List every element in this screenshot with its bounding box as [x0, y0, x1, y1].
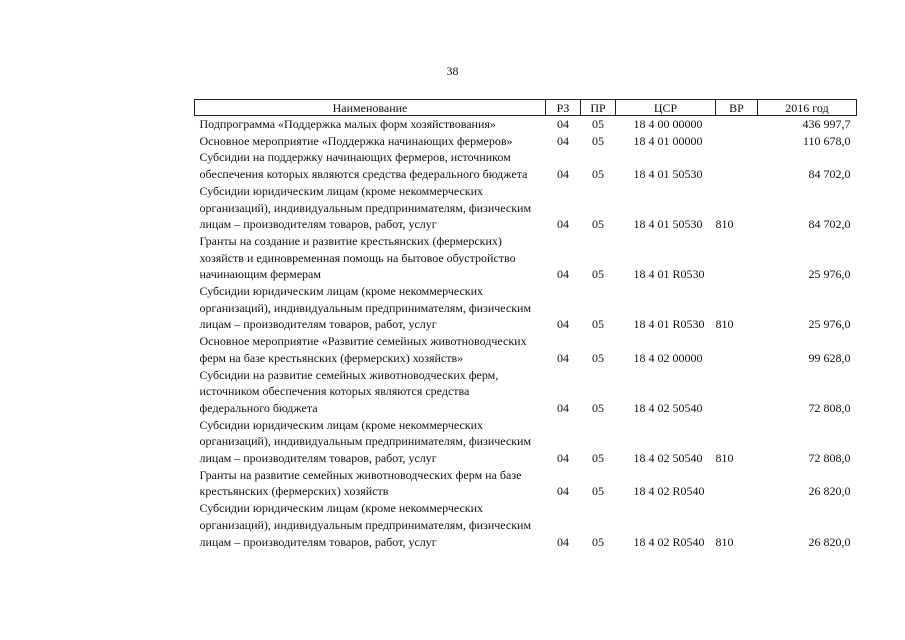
row-pr: 05: [592, 267, 604, 282]
row-pr: 05: [592, 451, 604, 466]
row-rz: 04: [557, 350, 569, 365]
row-csr: 18 4 02 00000: [633, 350, 703, 365]
row-rz: 04: [557, 534, 569, 549]
row-csr: 18 4 02 R0540: [633, 484, 705, 499]
row-name: Гранты на создание и развитие крестьянских (фермерских) хозяйств и единовременная помощь на бытовое обустройство начинающим фермерам: [199, 233, 516, 282]
row-csr: 18 4 01 R0530: [633, 267, 705, 282]
table-row: [195, 367, 857, 417]
row-vr: [716, 233, 758, 283]
row-vr: [716, 116, 758, 133]
row-pr: 05: [592, 400, 604, 415]
row-amount: 25 976,0: [808, 317, 851, 332]
row-amount: 99 628,0: [808, 350, 851, 365]
row-pr: 05: [592, 350, 604, 365]
row-name: Субсидии юридическим лицам (кроме некоммерческих организаций), индивидуальным предпринимателям, физическим лицам – производителям товаров, работ, услуг: [199, 501, 532, 549]
table-header: [195, 100, 857, 116]
table-row: [195, 283, 857, 333]
row-vr: [716, 333, 758, 366]
table-row: [195, 133, 857, 150]
row-pr: 05: [592, 484, 604, 499]
row-rz: 04: [557, 484, 569, 499]
table-row: [195, 500, 857, 550]
table-row: [195, 183, 857, 233]
row-vr: [716, 133, 758, 150]
row-vr: 810: [715, 317, 734, 332]
row-csr: 18 4 02 R0540: [633, 534, 705, 549]
row-name: Основное мероприятие «Поддержка начинающих фермеров»: [199, 133, 513, 148]
header-year: 2016 год: [758, 100, 857, 116]
row-rz: 04: [557, 217, 569, 232]
header-rz: РЗ: [546, 100, 581, 116]
budget-table: [194, 99, 857, 550]
row-vr: 810: [715, 217, 734, 232]
row-rz: 04: [557, 267, 569, 282]
row-name: Гранты на развитие семейных животноводческих ферм на базе крестьянских (фермерских) хозяйств: [199, 467, 522, 499]
row-amount: 436 997,7: [802, 117, 851, 131]
table-row: [195, 467, 857, 500]
table-row: [195, 116, 857, 133]
row-name: Субсидии юридическим лицам (кроме некоммерческих организаций), индивидуальным предпринимателям, физическим лицам – производителям товаров, работ, услуг: [199, 417, 532, 466]
row-amount: 84 702,0: [808, 217, 851, 232]
row-name: Субсидии юридическим лицам (кроме некоммерческих организаций), индивидуальным предпринимателям, физическим лицам – производителям товаров, работ, услуг: [199, 183, 532, 232]
row-pr: 05: [592, 534, 604, 549]
row-csr: 18 4 01 00000: [633, 133, 703, 148]
table-row: [195, 417, 857, 467]
row-vr: [716, 367, 758, 417]
row-amount: 110 678,0: [802, 133, 851, 148]
row-pr: 05: [592, 117, 604, 131]
row-amount: 72 808,0: [808, 451, 851, 466]
page-number: 38: [446, 64, 459, 78]
table-body: [195, 116, 857, 551]
row-pr: 05: [592, 167, 604, 182]
row-csr: 18 4 01 R0530: [633, 317, 705, 332]
row-csr: 18 4 01 50530: [633, 167, 703, 182]
row-name: Субсидии на развитие семейных животноводческих ферм, источником обеспечения которых являются средства федерального бюджета: [199, 367, 499, 415]
row-pr: 05: [592, 217, 604, 232]
row-amount: 84 702,0: [808, 167, 851, 182]
row-csr: 18 4 02 50540: [633, 451, 703, 466]
header-name: Наименование: [195, 100, 546, 116]
row-name: Подпрограмма «Поддержка малых форм хозяйствования»: [199, 117, 496, 131]
row-vr: 810: [715, 451, 734, 466]
row-csr: 18 4 01 50530: [633, 217, 703, 232]
row-rz: 04: [557, 400, 569, 415]
row-amount: 72 808,0: [808, 400, 851, 415]
row-csr: 18 4 02 50540: [633, 400, 703, 415]
table-row: [195, 333, 857, 366]
row-vr: 810: [715, 534, 734, 549]
row-amount: 26 820,0: [808, 484, 851, 499]
row-rz: 04: [557, 167, 569, 182]
row-vr: [716, 467, 758, 500]
row-rz: 04: [557, 317, 569, 332]
table-row: [195, 149, 857, 182]
header-pr: ПР: [581, 100, 616, 116]
header-csr: ЦСР: [616, 100, 716, 116]
row-amount: 26 820,0: [808, 534, 851, 549]
row-rz: 04: [557, 451, 569, 466]
row-pr: 05: [592, 317, 604, 332]
row-name: Основное мероприятие «Развитие семейных животноводческих ферм на базе крестьянских (фермерских) хозяйств»: [199, 334, 527, 365]
row-csr: 18 4 00 00000: [633, 117, 703, 131]
row-name: Субсидии на поддержку начинающих фермеров, источником обеспечения которых являются средства федерального бюджета: [199, 150, 528, 182]
table-row: [195, 233, 857, 283]
row-name: Субсидии юридическим лицам (кроме некоммерческих организаций), индивидуальным предпринимателям, физическим лицам – производителям товаров, работ, услуг: [199, 284, 532, 332]
row-rz: 04: [557, 133, 569, 148]
row-pr: 05: [592, 133, 604, 148]
row-vr: [716, 149, 758, 182]
row-rz: 04: [557, 117, 569, 131]
header-vr: ВР: [716, 100, 758, 116]
row-amount: 25 976,0: [808, 267, 851, 282]
header-row: [195, 100, 857, 116]
